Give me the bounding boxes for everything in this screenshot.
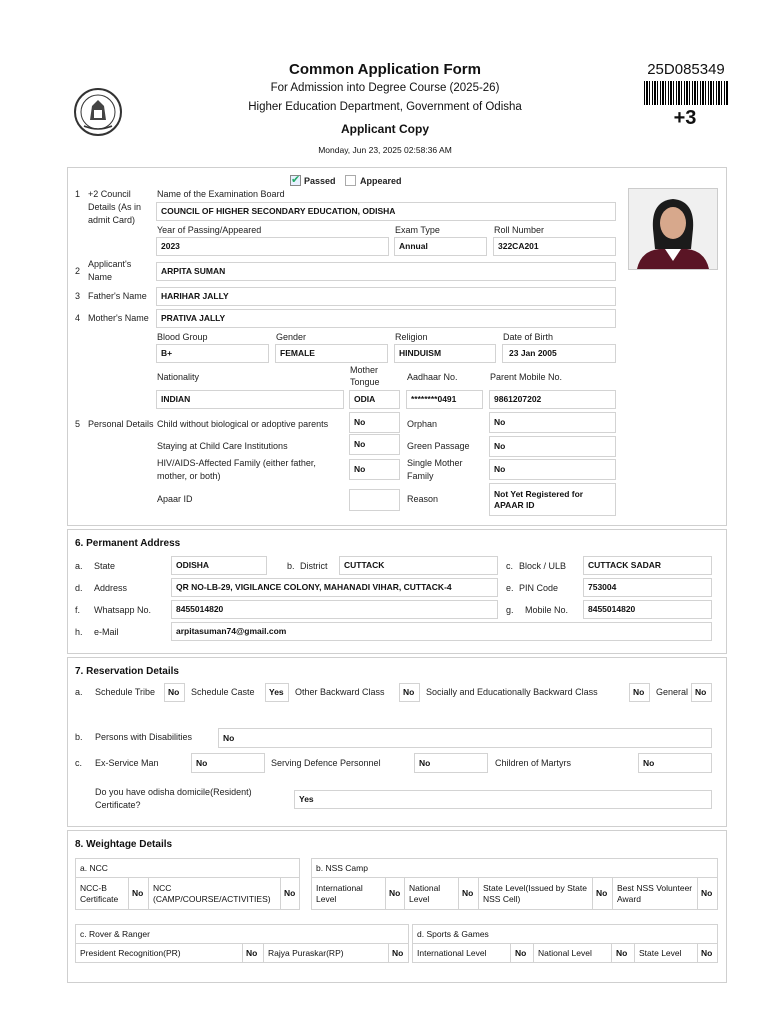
s2-label: Applicant's Name (88, 259, 132, 282)
exs-label: Ex-Service Man (95, 758, 159, 768)
s2-num: 2 (75, 266, 81, 276)
course-badge: +3 (673, 107, 697, 129)
domicile-value: Yes (294, 790, 712, 809)
print-datetime: Monday, Jun 23, 2025 02:58:36 AM (318, 145, 452, 155)
year-value: 2023 (156, 237, 389, 256)
page-title: Common Application Form (289, 61, 481, 78)
orphan-value: No (489, 412, 616, 433)
r-b-marker: b. (75, 732, 83, 742)
com-value: No (638, 753, 712, 773)
obc-label: Other Backward Class (295, 687, 385, 697)
state-value: ODISHA (171, 556, 267, 575)
exam-type-value: Annual (394, 237, 487, 256)
religion-value: HINDUISM (394, 344, 496, 363)
sp-nat-label: National Level (533, 943, 612, 963)
single-value: No (489, 459, 616, 480)
st-label: Schedule Tribe (95, 687, 156, 697)
pwd-label: Persons with Disabilities (95, 732, 193, 742)
apaar-label: Apaar ID (157, 494, 193, 504)
appeared-checkbox[interactable] (345, 175, 356, 186)
roll-label: Roll Number (494, 225, 545, 235)
reason-label: Reason (407, 494, 439, 504)
green-value: No (489, 436, 616, 457)
c-marker: c. (506, 561, 514, 571)
nss-head: b. NSS Camp (311, 858, 718, 878)
nss-state-label: State Level(Issued by State NSS Cell) (478, 877, 593, 910)
address-value: QR NO-LB-29, VIGILANCE COLONY, MAHANADI VIHAR, CUTTACK-4 (171, 578, 498, 597)
sp-state-label: State Level (634, 943, 698, 963)
mobile-value: 8455014820 (583, 600, 712, 619)
state-label: State (94, 561, 116, 571)
roll-value: 322CA201 (493, 237, 616, 256)
s4-num: 4 (75, 313, 81, 323)
e-marker: e. (506, 583, 514, 593)
sp-nat-value: No (611, 943, 635, 963)
child-value: No (349, 412, 400, 433)
s1-num: 1 (75, 189, 81, 199)
pwd-value: No (218, 728, 712, 748)
gender-value: FEMALE (275, 344, 388, 363)
year-label: Year of Passing/Appeared (157, 225, 262, 235)
st-value: No (164, 683, 185, 702)
r-a-marker: a. (75, 687, 83, 697)
single-label: Single Mother Family (407, 458, 463, 481)
s3-num: 3 (75, 291, 81, 301)
com-label: Children of Martyrs (495, 758, 572, 768)
pin-label: PIN Code (519, 583, 559, 593)
gen-label: General (656, 687, 689, 697)
aadhaar-label: Aadhaar No. (407, 372, 458, 382)
sc-value: Yes (265, 683, 289, 702)
whatsapp-value: 8455014820 (171, 600, 498, 619)
ncc-head: a. NCC (75, 858, 300, 878)
s3-label: Father's Name (88, 291, 147, 301)
hiv-value: No (349, 459, 400, 480)
a-marker: a. (75, 561, 83, 571)
sp-state-value: No (697, 943, 718, 963)
sebc-label: Socially and Educationally Backward Class (426, 687, 598, 697)
application-number: 25D085349 (647, 61, 725, 78)
sdp-value: No (414, 753, 488, 773)
applicant-photo (628, 188, 718, 270)
s5-label: Personal Details (88, 419, 154, 429)
pin-value: 753004 (583, 578, 712, 597)
department: Higher Education Department, Government of Odisha (248, 101, 522, 113)
sebc-value: No (629, 683, 650, 702)
hiv-label: HIV/AIDS-Affected Family (either father, mother, or both) (157, 458, 316, 481)
appeared-label: Appeared (360, 176, 402, 186)
sports-head: d. Sports & Games (412, 924, 718, 944)
parent-mobile-value: 9861207202 (489, 390, 616, 409)
s5-num: 5 (75, 419, 81, 429)
care-value: No (349, 434, 400, 455)
block-value: CUTTACK SADAR (583, 556, 712, 575)
exam-type-label: Exam Type (395, 225, 440, 235)
page-subtitle: For Admission into Degree Course (2025-26) (270, 82, 500, 94)
address-label: Address (94, 583, 128, 593)
exs-value: No (191, 753, 265, 773)
copy-label: Applicant Copy (340, 122, 429, 136)
care-label: Staying at Child Care Institutions (157, 441, 288, 451)
tongue-label: Mother Tongue (350, 365, 380, 387)
gender-label: Gender (276, 332, 307, 342)
tongue-value: ODIA (349, 390, 400, 409)
emblem-logo (72, 86, 124, 138)
h-marker: h. (75, 627, 83, 637)
mother-name: PRATIVA JALLY (156, 309, 616, 328)
sp-int-label: International Level (412, 943, 511, 963)
pr-value: No (242, 943, 264, 963)
rp-label: Rajya Puraskar(RP) (263, 943, 389, 963)
sdp-label: Serving Defence Personnel (271, 758, 381, 768)
nss-nat-label: National Level (404, 877, 459, 910)
ncc-camp-value: No (280, 877, 300, 910)
nccb-value: No (128, 877, 149, 910)
d-marker: d. (75, 583, 83, 593)
orphan-label: Orphan (407, 419, 438, 429)
ncc-camp-label: NCC (CAMP/COURSE/ACTIVITIES) (148, 877, 281, 910)
f-marker: f. (75, 605, 81, 615)
nss-state-value: No (592, 877, 613, 910)
domicile-label: Do you have odisha domicile(Resident) Certificate? (95, 787, 252, 810)
block-label: Block / ULB (519, 561, 567, 571)
email-label: e-Mail (94, 627, 119, 637)
s4-label: Mother's Name (88, 313, 149, 323)
passed-checkbox[interactable]: ✔ (291, 174, 301, 186)
g-marker: g. (506, 605, 514, 615)
nss-int-label: International Level (311, 877, 386, 910)
nss-best-label: Best NSS Volunteer Award (612, 877, 698, 910)
rover-head: c. Rover & Ranger (75, 924, 409, 944)
address-heading: 6. Permanent Address (75, 538, 181, 549)
applicant-name: ARPITA SUMAN (156, 262, 616, 281)
mobile-label: Mobile No. (525, 605, 569, 615)
sp-int-value: No (510, 943, 534, 963)
gen-value: No (691, 683, 712, 702)
board-value: COUNCIL OF HIGHER SECONDARY EDUCATION, ODISHA (156, 202, 616, 221)
obc-value: No (399, 683, 420, 702)
passed-label: Passed (304, 176, 336, 186)
weightage-heading: 8. Weightage Details (75, 839, 173, 850)
green-label: Green Passage (407, 441, 470, 451)
district-value: CUTTACK (339, 556, 498, 575)
nccb-label: NCC-B Certificate (75, 877, 129, 910)
rp-value: No (388, 943, 409, 963)
nss-int-value: No (385, 877, 405, 910)
pr-label: President Recognition(PR) (75, 943, 243, 963)
s1-label: +2 Council Details (As in admit Card) (88, 189, 142, 225)
blood-label: Blood Group (157, 332, 208, 342)
board-label: Name of the Examination Board (157, 189, 285, 199)
r-c-marker: c. (75, 758, 83, 768)
barcode (644, 81, 728, 105)
nss-nat-value: No (458, 877, 479, 910)
aadhaar-value: ********0491 (406, 390, 483, 409)
whatsapp-label: Whatsapp No. (94, 605, 152, 615)
dob-value: 23 Jan 2005 (502, 344, 616, 363)
district-label: District (300, 561, 328, 571)
email-value: arpitasuman74@gmail.com (171, 622, 712, 641)
child-label: Child without biological or adoptive parents (157, 419, 329, 429)
nss-best-value: No (697, 877, 718, 910)
blood-value: B+ (156, 344, 269, 363)
parent-mobile-label: Parent Mobile No. (490, 372, 563, 382)
reservation-heading: 7. Reservation Details (75, 666, 179, 677)
nationality-label: Nationality (157, 372, 200, 382)
nationality-value: INDIAN (156, 390, 344, 409)
dob-label: Date of Birth (503, 332, 554, 342)
b-marker: b. (287, 561, 295, 571)
apaar-value (349, 489, 400, 511)
sc-label: Schedule Caste (191, 687, 255, 697)
father-name: HARIHAR JALLY (156, 287, 616, 306)
reason-value: Not Yet Registered for APAAR ID (489, 483, 616, 516)
religion-label: Religion (395, 332, 428, 342)
